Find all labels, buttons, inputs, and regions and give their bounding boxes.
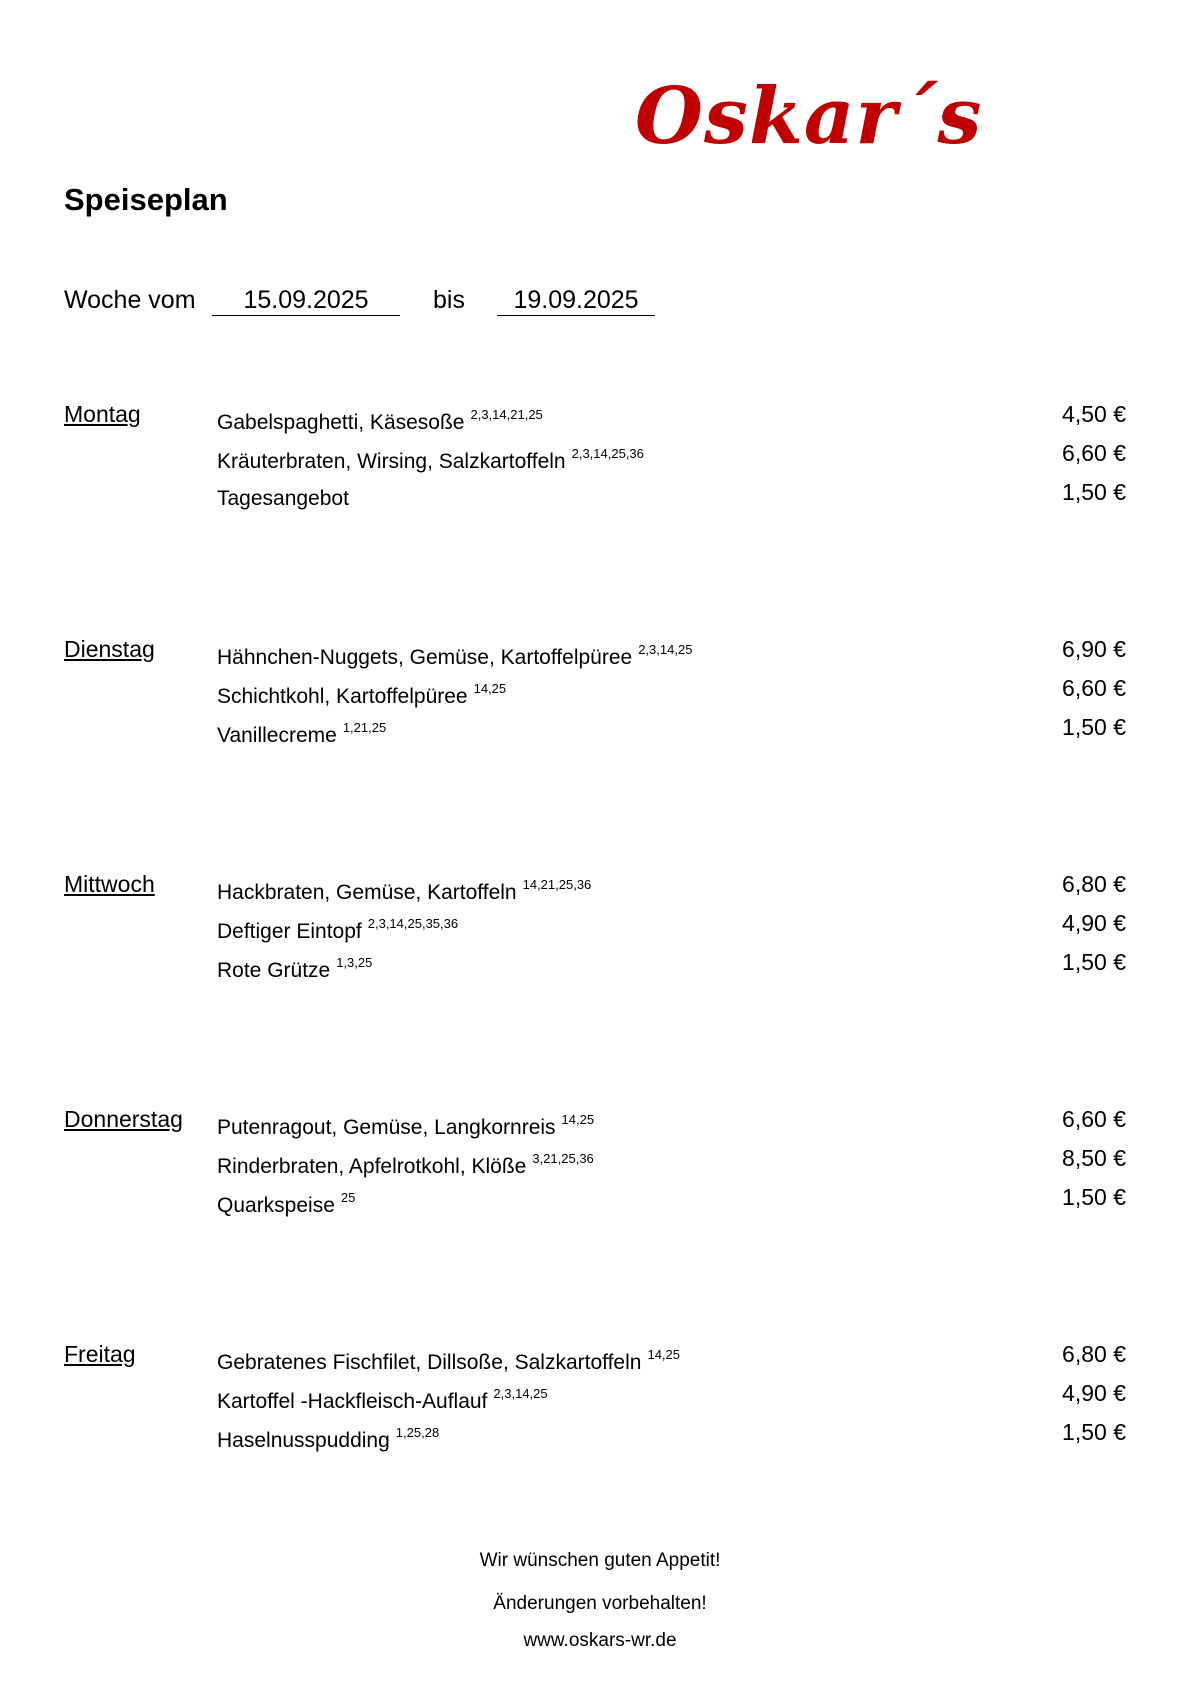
allergen-codes: 1,3,25 [336, 955, 373, 970]
dish-item [217, 1152, 594, 1177]
dish-price: 8,50 € [1062, 1145, 1126, 1171]
dish-item [217, 721, 386, 746]
dish-name: Hackbraten, Gemüse, Kartoffeln [217, 881, 517, 904]
footer-note: Änderungen vorbehalten! [493, 1593, 707, 1614]
dish-price: 1,50 € [1062, 1184, 1126, 1210]
dish-name: Schichtkohl, Kartoffelpüree [217, 685, 468, 708]
dish-price: 6,90 € [1062, 636, 1126, 662]
dish-item [217, 1113, 594, 1138]
dish-item [217, 643, 692, 668]
allergen-codes: 2,3,14,21,25 [470, 407, 543, 422]
dish-name: Gebratenes Fischfilet, Dillsoße, Salzkartoffeln [217, 1351, 642, 1374]
dish-item [217, 1387, 548, 1412]
page-title: Speiseplan [64, 182, 228, 217]
week-end-date: 19.09.2025 [497, 288, 655, 316]
day-section-donnerstag [0, 1108, 1190, 1238]
footer-wish: Wir wünschen guten Appetit! [479, 1550, 721, 1571]
dish-price: 6,80 € [1062, 871, 1126, 897]
dish-name: Deftiger Eintopf [217, 920, 362, 943]
allergen-codes: 25 [340, 1190, 356, 1205]
day-name: Mittwoch [64, 871, 155, 897]
week-label: Woche vom [64, 286, 196, 314]
day-name: Freitag [64, 1341, 136, 1367]
dish-name: Tagesangebot [217, 487, 349, 510]
dish-price: 6,60 € [1062, 1106, 1126, 1132]
brand-logo: Oskar´s [635, 71, 983, 162]
day-name: Donnerstag [64, 1106, 183, 1132]
dish-item [217, 682, 506, 707]
dish-price: 4,90 € [1062, 910, 1126, 936]
dish-item [217, 484, 355, 509]
day-section-montag [0, 403, 1190, 533]
dish-price: 1,50 € [1062, 714, 1126, 740]
dish-item [217, 1191, 355, 1216]
dish-name: Kartoffel -Hackfleisch-Auflauf [217, 1390, 488, 1413]
allergen-codes: 1,21,25 [342, 720, 387, 735]
day-name: Dienstag [64, 636, 155, 662]
dish-item [217, 408, 543, 433]
day-section-mittwoch [0, 873, 1190, 1003]
dish-price: 6,80 € [1062, 1341, 1126, 1367]
allergen-codes: 14,25 [561, 1112, 595, 1127]
allergen-codes: 3,21,25,36 [532, 1151, 594, 1166]
week-start-date: 15.09.2025 [212, 288, 400, 316]
dish-price: 1,50 € [1062, 479, 1126, 505]
day-section-dienstag [0, 638, 1190, 768]
allergen-codes: 14,25 [647, 1347, 681, 1362]
footer-website-link[interactable]: www.oskars-wr.de [523, 1630, 677, 1651]
dish-name: Vanillecreme [217, 724, 337, 747]
allergen-codes: 14,21,25,36 [522, 877, 592, 892]
allergen-codes: 2,3,14,25,35,36 [367, 916, 459, 931]
allergen-codes: 14,25 [473, 681, 507, 696]
allergen-codes: 2,3,14,25 [493, 1386, 548, 1401]
dish-name: Haselnusspudding [217, 1429, 390, 1452]
dish-price: 6,60 € [1062, 440, 1126, 466]
day-name: Montag [64, 401, 141, 427]
dish-price: 4,50 € [1062, 401, 1126, 427]
dish-item [217, 917, 458, 942]
day-section-freitag [0, 1343, 1190, 1473]
dish-item [217, 447, 644, 472]
dish-price: 4,90 € [1062, 1380, 1126, 1406]
dish-item [217, 1348, 680, 1373]
dish-item [217, 956, 372, 981]
dish-price: 1,50 € [1062, 949, 1126, 975]
dish-name: Hähnchen-Nuggets, Gemüse, Kartoffelpüree [217, 646, 633, 669]
dish-name: Quarkspeise [217, 1194, 335, 1217]
dish-name: Rote Grütze [217, 959, 331, 982]
dish-price: 1,50 € [1062, 1419, 1126, 1445]
allergen-codes: 1,25,28 [395, 1425, 440, 1440]
dish-item [217, 1426, 439, 1451]
allergen-codes: 2,3,14,25,36 [571, 446, 644, 461]
dish-name: Rinderbraten, Apfelrotkohl, Klöße [217, 1155, 527, 1178]
dish-name: Putenragout, Gemüse, Langkornreis [217, 1116, 556, 1139]
dish-name: Kräuterbraten, Wirsing, Salzkartoffeln [217, 450, 566, 473]
dish-name: Gabelspaghetti, Käsesoße [217, 411, 465, 434]
dish-price: 6,60 € [1062, 675, 1126, 701]
dish-item [217, 878, 591, 903]
week-bis-label: bis [433, 286, 465, 314]
allergen-codes: 2,3,14,25 [638, 642, 693, 657]
